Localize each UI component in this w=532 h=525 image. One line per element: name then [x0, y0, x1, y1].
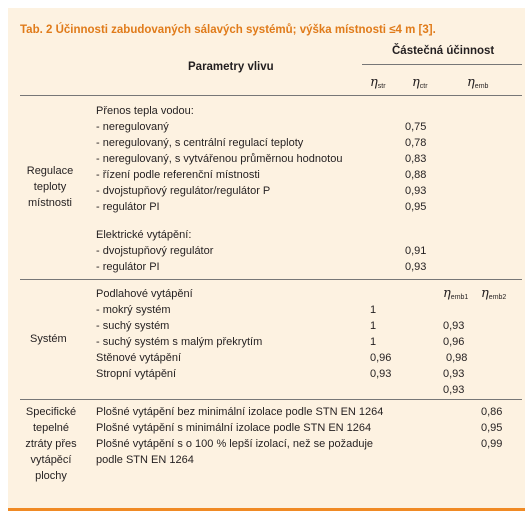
value-emb2: 0,99 — [481, 438, 503, 450]
value-str: 0,93 — [370, 368, 392, 380]
value-emb1: 0,98 — [446, 352, 468, 364]
header-eta-str: $\eta_{str}$ — [370, 75, 386, 90]
value-ctr: 0,93 — [405, 185, 427, 197]
header-eta-emb1: $\eta_{emb1}$ — [443, 286, 469, 301]
value-ctr: 0,83 — [405, 153, 427, 165]
value-ctr: 0,75 — [405, 121, 427, 133]
list-item: - neregulovaný, s vytvářenou průměrnou hodnotou — [96, 153, 343, 165]
value-ctr: 0,91 — [405, 245, 427, 257]
list-item: Plošné vytápění bez minimální izolace podle STN EN 1264 — [96, 406, 384, 418]
header-eta-ctr: $\eta_{ctr}$ — [412, 75, 428, 90]
list-item: Plošné vytápění s o 100 % lepší izolací, než se požaduje — [96, 438, 374, 450]
value-str: 1 — [370, 304, 377, 316]
value-str: 1 — [370, 336, 377, 348]
value-emb1: 0,96 — [443, 336, 465, 348]
list-item: - suchý systém — [96, 320, 170, 332]
list-item: Stropní vytápění — [96, 368, 177, 380]
value-emb1: 0,93 — [443, 320, 465, 332]
bottom-rule — [8, 508, 525, 511]
value-ctr: 0,88 — [405, 169, 427, 181]
value-ctr: 0,93 — [405, 261, 427, 273]
section2-rule — [20, 399, 522, 400]
list-item: - regulátor PI — [96, 201, 160, 213]
header-group-rule — [362, 64, 522, 65]
value-str: 1 — [370, 320, 377, 332]
list-item: - regulátor PI — [96, 261, 160, 273]
value-ctr: 0,78 — [405, 137, 427, 149]
list-item: podle STN EN 1264 — [96, 454, 194, 466]
list-item: - řízení podle referenční místnosti — [96, 169, 260, 181]
list-item: - dvojstupňový regulátor — [96, 245, 214, 257]
list-item: - neregulovaný, s centrální regulací teploty — [96, 137, 304, 149]
list-item: - suchý systém s malým překrytím — [96, 336, 263, 348]
list-item: Plošné vytápění s minimální izolace podle STN EN 1264 — [96, 422, 372, 434]
section1-rule — [20, 279, 522, 280]
value-emb1: 0,93 — [443, 368, 465, 380]
list-item: Přenos tepla vodou: — [96, 105, 194, 117]
value-ctr: 0,95 — [405, 201, 427, 213]
list-item: Podlahové vytápění — [96, 288, 193, 300]
list-item: Elektrické vytápění: — [96, 229, 192, 241]
list-item: Stěnové vytápění — [96, 352, 182, 364]
value-str: 0,96 — [370, 352, 392, 364]
value-emb1: 0,93 — [443, 384, 465, 396]
value-emb2: 0,86 — [481, 406, 503, 418]
header-parameters: Parametry vlivu — [188, 61, 274, 73]
header-partial-efficiency: Částečná účinnost — [392, 45, 495, 57]
value-emb2: 0,95 — [481, 422, 503, 434]
header-eta-emb2: $\eta_{emb2}$ — [481, 286, 507, 301]
header-bottom-rule — [20, 95, 522, 96]
section2-label: Systém — [30, 333, 67, 345]
list-item: - dvojstupňový regulátor/regulátor P — [96, 185, 271, 197]
list-item: - neregulovaný — [96, 121, 169, 133]
header-eta-emb: $\eta_{emb}$ — [467, 75, 489, 90]
table-title: Tab. 2 Účinnosti zabudovaných sálavých systémů; výška místnosti ≤4 m [3]. — [20, 24, 436, 36]
list-item: - mokrý systém — [96, 304, 171, 316]
